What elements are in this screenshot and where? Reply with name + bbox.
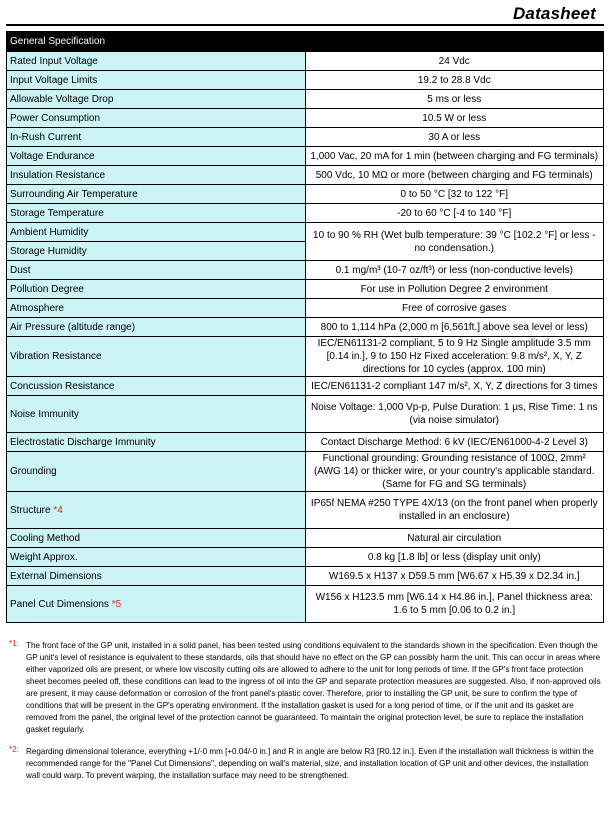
spec-value: W156 x H123.5 mm [W6.14 x H4.86 in.], Panel thickness area: 1.6 to 5 mm [0.06 to 0.2 in.]: [305, 586, 604, 623]
table-row: [7, 492, 604, 529]
table-row: [7, 433, 604, 452]
table-row: [7, 147, 604, 166]
footnote-text: Regarding dimensional tolerance, everything +1/-0 mm [+0.04/-0 in.] and R in angle are below R3 [R0.12 in.]. Even if the installation wall thickness is within the recommended range for the "Panel Cut Dimensions", depending on wall's material, size, and installation location of GP unit and other devices, the installation wall could warp. To prevent warping, the installation surface may need to be strengthened.: [26, 747, 594, 780]
table-row: [7, 52, 604, 71]
table-row: [7, 204, 604, 223]
spec-value: 30 A or less: [305, 128, 604, 147]
spec-value: 5 ms or less: [305, 90, 604, 109]
spec-label: External Dimensions: [7, 567, 306, 586]
spec-value: Functional grounding: Grounding resistance of 100Ω, 2mm² (AWG 14) or thicker wire, or your country's applicable standard. (Same for FG and SG terminals): [305, 452, 604, 492]
table-row: [7, 223, 604, 242]
table-row: [7, 337, 604, 377]
header-rule: [6, 24, 604, 26]
table-row: [7, 128, 604, 147]
spec-value: 0.1 mg/m³ (10-7 oz/ft³) or less (non-conductive levels): [305, 261, 604, 280]
spec-label: Electrostatic Discharge Immunity: [7, 433, 306, 452]
footnote: [6, 746, 604, 782]
spec-label: Input Voltage Limits: [7, 71, 306, 90]
spec-value: For use in Pollution Degree 2 environment: [305, 280, 604, 299]
table-row: [7, 586, 604, 623]
footnote-marker: *4: [53, 504, 63, 516]
spec-label: Allowable Voltage Drop: [7, 90, 306, 109]
spec-label: Concussion Resistance: [7, 377, 306, 396]
spec-value: Contact Discharge Method: 6 kV (IEC/EN61000-4-2 Level 3): [305, 433, 604, 452]
table-row: [7, 567, 604, 586]
spec-label: Weight Approx.: [7, 548, 306, 567]
spec-label: Panel Cut Dimensions: [10, 598, 109, 610]
spec-label-cell: [7, 492, 306, 529]
spec-label: Ambient Humidity: [7, 223, 306, 242]
datasheet-title: Datasheet: [512, 4, 596, 23]
footnotes: [6, 640, 604, 792]
spec-value: Natural air circulation: [305, 529, 604, 548]
general-specification-table: [6, 31, 604, 623]
table-row: [7, 261, 604, 280]
spec-value: Free of corrosive gases: [305, 299, 604, 318]
table-row: [7, 166, 604, 185]
spec-label: Storage Temperature: [7, 204, 306, 223]
spec-value: Noise Voltage: 1,000 Vp-p, Pulse Duration: 1 μs, Rise Time: 1 ns (via noise simulator): [305, 396, 604, 433]
spec-label: Air Pressure (altitude range): [7, 318, 306, 337]
spec-value: 24 Vdc: [305, 52, 604, 71]
spec-value: 1,000 Vac, 20 mA for 1 min (between charging and FG terminals): [305, 147, 604, 166]
spec-label: Structure: [10, 504, 51, 516]
spec-label: In-Rush Current: [7, 128, 306, 147]
spec-label: Surrounding Air Temperature: [7, 185, 306, 204]
footnote-text: The front face of the GP unit, installed in a solid panel, has been tested using conditions equivalent to the standards shown in the specification. Even though the GP unit's level of resistance is equivalent to these standards, oils that should have no effect on the GP can possibly harm the unit. This can occur in areas where either vaporized oils are present, or where low viscosity cutting oils are allowed to adhere to the unit for long periods of time. If the GP's front face protection sheet becomes peeled off, these conditions can lead to the ingress of oil into the GP and separate protection measures are suggested. Also, if non-approved oils are present, it may cause deformation or corrosion of the front panel's plastic cover. Therefore, prior to installing the GP unit, be sure to confirm the type of conditions that will be present in the GP's operating environment. If the installation gasket is used for a long period of time, or if the unit and its gasket are removed from the panel, the original level of the protection cannot be guaranteed. To maintain the original protection level, be sure to replace the installation gasket regularly.: [26, 641, 601, 734]
table-row: [7, 396, 604, 433]
spec-value: W169.5 x H137 x D59.5 mm [W6.67 x H5.39 x D2.34 in.]: [305, 567, 604, 586]
spec-value: 10 to 90 % RH (Wet bulb temperature: 39 °C [102.2 °F] or less - no condensation.): [305, 223, 604, 261]
page-header: [0, 0, 610, 30]
spec-label: Noise Immunity: [7, 396, 306, 433]
spec-label: Voltage Endurance: [7, 147, 306, 166]
spec-value: IEC/EN61131-2 compliant 147 m/s², X, Y, Z directions for 3 times: [305, 377, 604, 396]
table-row: [7, 318, 604, 337]
footnote: [6, 640, 604, 736]
spec-label: Storage Humidity: [7, 242, 306, 261]
spec-label: Dust: [7, 261, 306, 280]
spec-label: Grounding: [7, 452, 306, 492]
spec-value: IP65f NEMA #250 TYPE 4X/13 (on the front panel when properly installed in an enclosure): [305, 492, 604, 529]
spec-label: Vibration Resistance: [7, 337, 306, 377]
table-row: [7, 452, 604, 492]
table-row: [7, 280, 604, 299]
table-row: [7, 377, 604, 396]
table-heading: General Specification: [7, 32, 604, 52]
spec-label: Insulation Resistance: [7, 166, 306, 185]
table-row: [7, 185, 604, 204]
spec-value: 500 Vdc, 10 MΩ or more (between charging and FG terminals): [305, 166, 604, 185]
spec-value: 19.2 to 28.8 Vdc: [305, 71, 604, 90]
spec-label: Cooling Method: [7, 529, 306, 548]
spec-value: -20 to 60 °C [-4 to 140 °F]: [305, 204, 604, 223]
table-row: [7, 529, 604, 548]
footnote-marker: *5: [111, 598, 122, 610]
table-row: [7, 109, 604, 128]
table-row: [7, 548, 604, 567]
spec-label: Power Consumption: [7, 109, 306, 128]
table-heading-row: [7, 32, 604, 52]
spec-value: 0.8 kg [1.8 lb] or less (display unit only): [305, 548, 604, 567]
spec-label: Pollution Degree: [7, 280, 306, 299]
spec-value: 10.5 W or less: [305, 109, 604, 128]
table-row: [7, 299, 604, 318]
footnote-marker: *1:: [9, 639, 19, 648]
spec-label: Atmosphere: [7, 299, 306, 318]
spec-label: Rated Input Voltage: [7, 52, 306, 71]
table-row: [7, 90, 604, 109]
footnote-marker: *2:: [9, 745, 19, 754]
spec-value: 0 to 50 °C [32 to 122 °F]: [305, 185, 604, 204]
spec-label-cell: [7, 586, 306, 623]
table-row: [7, 71, 604, 90]
spec-value: 800 to 1,114 hPa (2,000 m [6,561ft.] above sea level or less): [305, 318, 604, 337]
spec-value: IEC/EN61131-2 compliant, 5 to 9 Hz Single amplitude 3.5 mm [0.14 in.], 9 to 150 Hz Fixed acceleration: 9.8 m/s², X, Y, Z directions for 10 cycles (approx. 100 min): [305, 337, 604, 377]
